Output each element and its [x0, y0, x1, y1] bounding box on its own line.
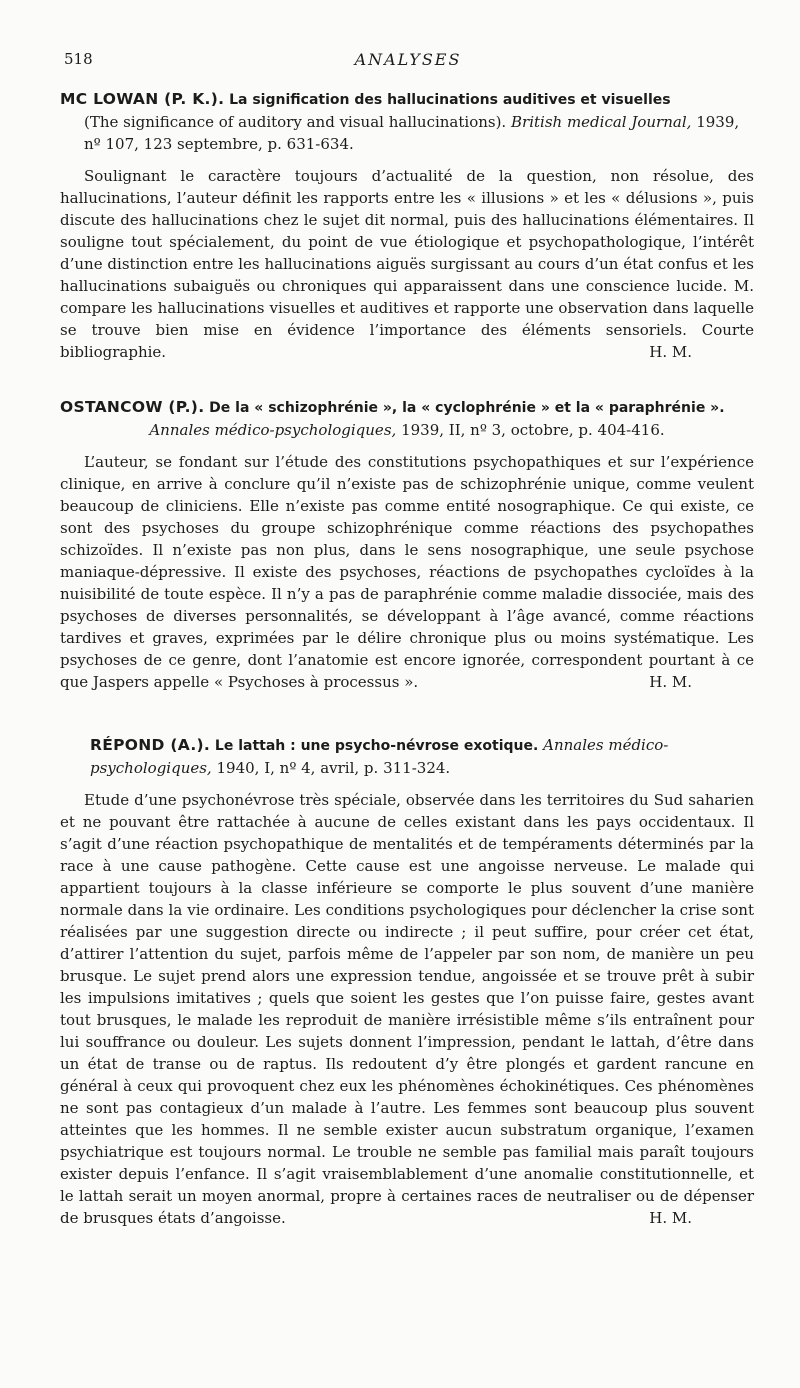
entry-body [60, 789, 754, 1229]
entry-heading [60, 88, 754, 155]
entry-signature: H. M. [649, 1209, 692, 1227]
entry-body-text: Etude d’une psychonévrose très spéciale, observée dans les territoires du Sud saharien et ne pouvant être rattachée à aucune de celles existant dans les pays occidentaux. Il s’agit d’une réaction psychopathique de mentalités et de tempéraments déterminés par la race à une cause pathogène. Cette cause est une angoisse nerveuse. Le malade qui appartient toujours à la classe inférieure se comporte le plus souvent d’une manière normale dans la vie ordinaire. Les conditions psychologiques pour déclencher la crise sont réalisées par une suggestion directe ou indirecte ; il peut suffire, pour créer cet état, d’attirer l’attention du sujet, parfois même de l’appeler par son nom, de manière un peu brusque. Le sujet prend alors une expression tendue, angoissée et se trouve prêt à subir les impulsions imitatives ; quels que soient les gestes que l’on puisse faire, gestes avant tout brusques, le malade les reproduit de manière irrésistible même s’ils entraînent pour lui souffrance ou douleur. Les sujets donnent l’impression, pendant le lattah, d’être dans un état de transe ou de raptus. Ils redoutent d’y être plongés et gardent rancune en général à ceux qui provoquent chez eux les phénomènes échokinétiques. Ces phénomènes ne sont pas contagieux d’un malade à l’autre. Les femmes sont beaucoup plus souvent atteintes que les hommes. Il ne semble exister aucun substratum organique, l’examen psychiatrique est toujours normal. Le trouble ne semble pas familial mais paraît toujours exister depuis l’enfance. Il s’agit vraisemblablement d’une anomalie constitutionnelle, et le lattah serait un moyen anormal, propre à certaines races de neutraliser ou de dépenser de brusques états d’angoisse. [60, 791, 754, 1227]
running-title: ANALYSES [354, 50, 462, 69]
entry-author: OSTANCOW (P.). [60, 398, 205, 416]
page-number: 518 [64, 50, 93, 68]
entry-author: RÉPOND (A.). [90, 736, 211, 754]
entry-journal: Annales médico-psychologiques, [90, 736, 669, 777]
entry-title: La signification des hallucinations auditives et visuelles [229, 92, 671, 108]
review-entry-mclowan [60, 88, 754, 363]
entry-journal: Annales médico-psychologiques, [149, 421, 397, 439]
entry-journal: British medical Journal, [511, 113, 692, 131]
entry-body [60, 451, 754, 693]
entry-body-text: Soulignant le caractère toujours d’actualité de la question, non résolue, des hallucinations, l’auteur définit les rapports entre les « illusions » et les « délusions », puis discute des hallucinations chez le sujet dit normal, puis des hallucinations élémentaires. Il souligne tout spécialement, du point de vue étiologique et psychopathologique, l’intérêt d’une distinction entre les hallucinations aiguës surgissant au cours d’un état confus et les hallucinations subaiguës ou chroniques qui apparaissent dans une conscience lucide. M. compare les hallucinations visuelles et auditives et rapporte une observation dans laquelle se trouve bien mise en évidence l’importance des éléments sensoriels. Courte bibliographie. [60, 167, 754, 361]
entry-title: De la « schizophrénie », la « cyclophrénie » et la « paraphrénie ». [209, 400, 725, 416]
entry-title: Le lattah : une psycho-névrose exotique. [214, 738, 539, 754]
entry-body-text: L’auteur, se fondant sur l’étude des constitutions psychopathiques et sur l’expérience clinique, en arrive à conclure qu’il n’existe pas de schizophrénie unique, comme veulent beaucoup de cliniciens. Elle n’existe pas comme entité nosographique. Ce qui existe, ce sont des psychoses du groupe schizophrénique comme réactions des psychopathes schizoïdes. Il n’existe pas non plus, dans le sens nosographique, une seule psychose maniaque-dépressive. Il existe des psychoses, réactions de psychopathes cycloïdes à la nuisibilité de toute espèce. Il n’y a pas de paraphrénie comme maladie dissociée, mais des psychoses de diverses personnalités, se développant à l’âge avancé, comme réactions tardives et graves, exprimées par le délire chronique plus ou moins systématique. Les psychoses de ce genre, dont l’anatomie est encore ignorée, correspondent pourtant à ce que Jaspers appelle « Psychoses à processus ». [60, 453, 754, 691]
entry-source-details: 1939, nº 107, 123 septembre, p. 631-634. [84, 113, 740, 153]
entry-heading [60, 734, 754, 779]
entry-subtitle: (The significance of auditory and visual hallucinations). [84, 113, 507, 131]
page-header [64, 50, 752, 72]
entry-source-details: 1939, II, nº 3, octobre, p. 404-416. [401, 421, 665, 439]
review-entry-repond [60, 734, 754, 1229]
entry-source-details: 1940, I, nº 4, avril, p. 311-324. [216, 759, 451, 777]
entry-heading [60, 396, 754, 441]
entry-source [60, 111, 754, 155]
review-entry-ostancow [60, 396, 754, 693]
entry-signature: H. M. [649, 673, 692, 691]
entry-author: MC LOWAN (P. K.). [60, 90, 225, 108]
entry-body [60, 165, 754, 363]
entry-source [60, 419, 754, 441]
entry-signature: H. M. [649, 343, 692, 361]
